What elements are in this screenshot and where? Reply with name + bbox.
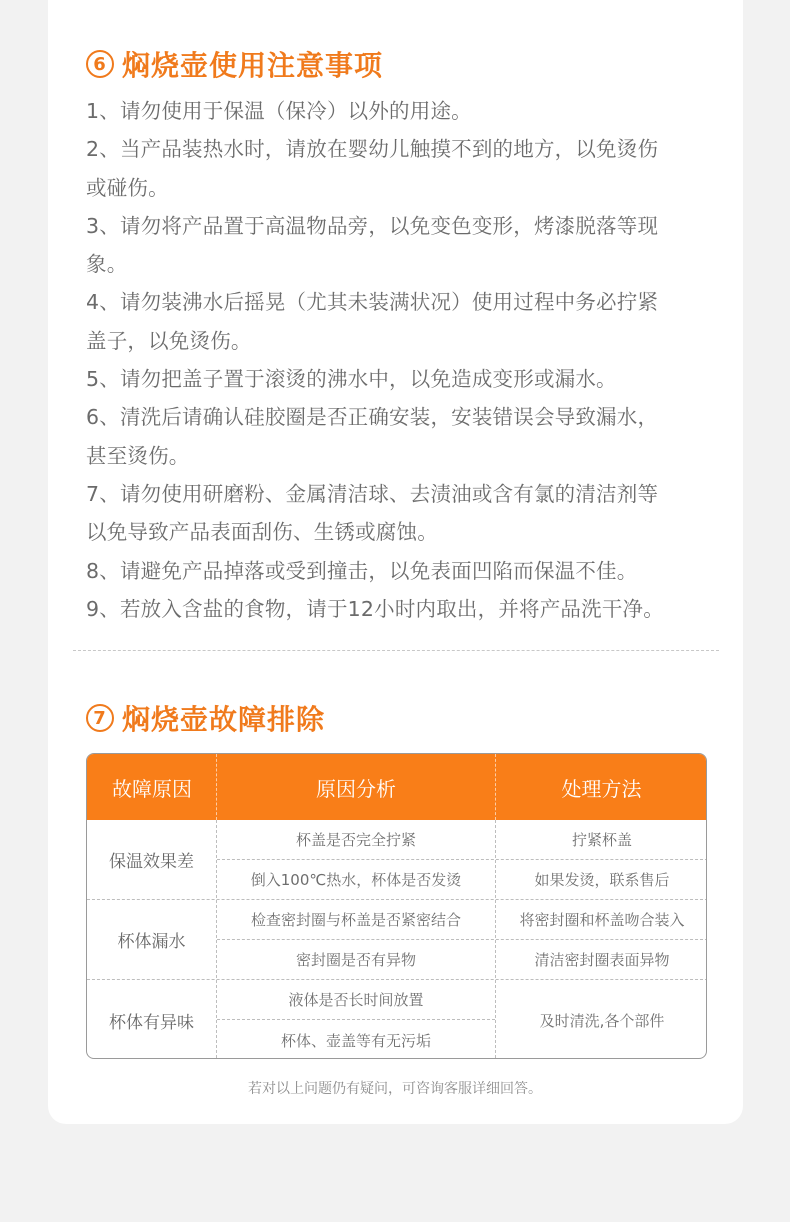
- note-line: 盖子，以免烫伤。: [86, 328, 252, 353]
- header-divider: [495, 754, 496, 820]
- note-line: 甚至烫伤。: [86, 443, 190, 468]
- solution-cell: 如果发烫，联系售后: [534, 871, 670, 889]
- header-cause: 故障原因: [112, 776, 192, 801]
- section-6-title-text: 焖烧壶使用注意事项: [122, 49, 384, 82]
- note-line: 象。: [86, 252, 128, 277]
- analysis-cell: 倒入100℃热水，杯体是否发烫: [250, 871, 462, 889]
- header-analysis: 原因分析: [316, 776, 396, 801]
- note-line: 5、请勿把盖子置于滚烫的沸水中，以免造成变形或漏水。: [86, 367, 617, 392]
- solution-cell: 及时清洗,各个部件: [539, 1011, 665, 1030]
- cause-cell: 杯体漏水: [117, 932, 186, 952]
- note-line: 1、请勿使用于保温（保冷）以外的用途。: [86, 99, 472, 123]
- section-number-badge: 7: [86, 704, 114, 732]
- analysis-cell: 液体是否长时间放置: [288, 991, 424, 1009]
- troubleshooting-table: [86, 753, 707, 1059]
- header-divider: [216, 754, 217, 820]
- section-7-title: [86, 698, 325, 738]
- section-7-title-text: 焖烧壶故障排除: [122, 703, 326, 736]
- note-line: 2、当产品装热水时，请放在婴幼儿触摸不到的地方，以免烫伤: [86, 137, 659, 162]
- note-line: 3、请勿将产品置于高温物品旁，以免变色变形，烤漆脱落等现: [86, 213, 659, 238]
- usage-notes-list: [86, 92, 710, 628]
- note-line: 8、请避免产品掉落或受到撞击，以免表面凹陷而保温不佳。: [86, 558, 638, 583]
- note-line: 6、清洗后请确认硅胶圈是否正确安装，安装错误会导致漏水，: [86, 405, 659, 430]
- solution-cell: 拧紧杯盖: [571, 831, 632, 849]
- section-divider: [73, 650, 719, 651]
- header-solution: 处理方法: [561, 776, 642, 801]
- note-line: 或碰伤。: [86, 175, 169, 200]
- section-number-badge: 6: [86, 50, 114, 78]
- note-line: 4、请勿装沸水后摇晃（尤其未装满状况）使用过程中务必拧紧: [86, 290, 659, 315]
- analysis-cell: 杯盖是否完全拧紧: [295, 831, 416, 849]
- table-header-row: [87, 754, 706, 820]
- solution-cell: 清洁密封圈表面异物: [534, 951, 670, 969]
- analysis-cell: 检查密封圈与杯盖是否紧密结合: [250, 911, 461, 929]
- section-6-title: [86, 44, 383, 84]
- analysis-cell: 密封圈是否有异物: [295, 951, 416, 969]
- solution-cell: 将密封圈和杯盖吻合装入: [519, 911, 685, 929]
- note-line: 7、请勿使用研磨粉、金属清洁球、去渍油或含有氯的清洁剂等: [86, 481, 659, 506]
- note-line: 9、若放入含盐的食物，请于12小时内取出，并将产品洗干净。: [86, 596, 664, 621]
- cause-cell: 杯体有异味: [109, 1012, 194, 1033]
- cause-cell: 保温效果差: [109, 852, 194, 872]
- footnote: 若对以上问题仍有疑问，可咨询客服详细回答。: [248, 1081, 542, 1097]
- analysis-cell: 杯体、壶盖等有无污垢: [280, 1031, 431, 1050]
- note-line: 以免导致产品表面刮伤、生锈或腐蚀。: [86, 520, 438, 545]
